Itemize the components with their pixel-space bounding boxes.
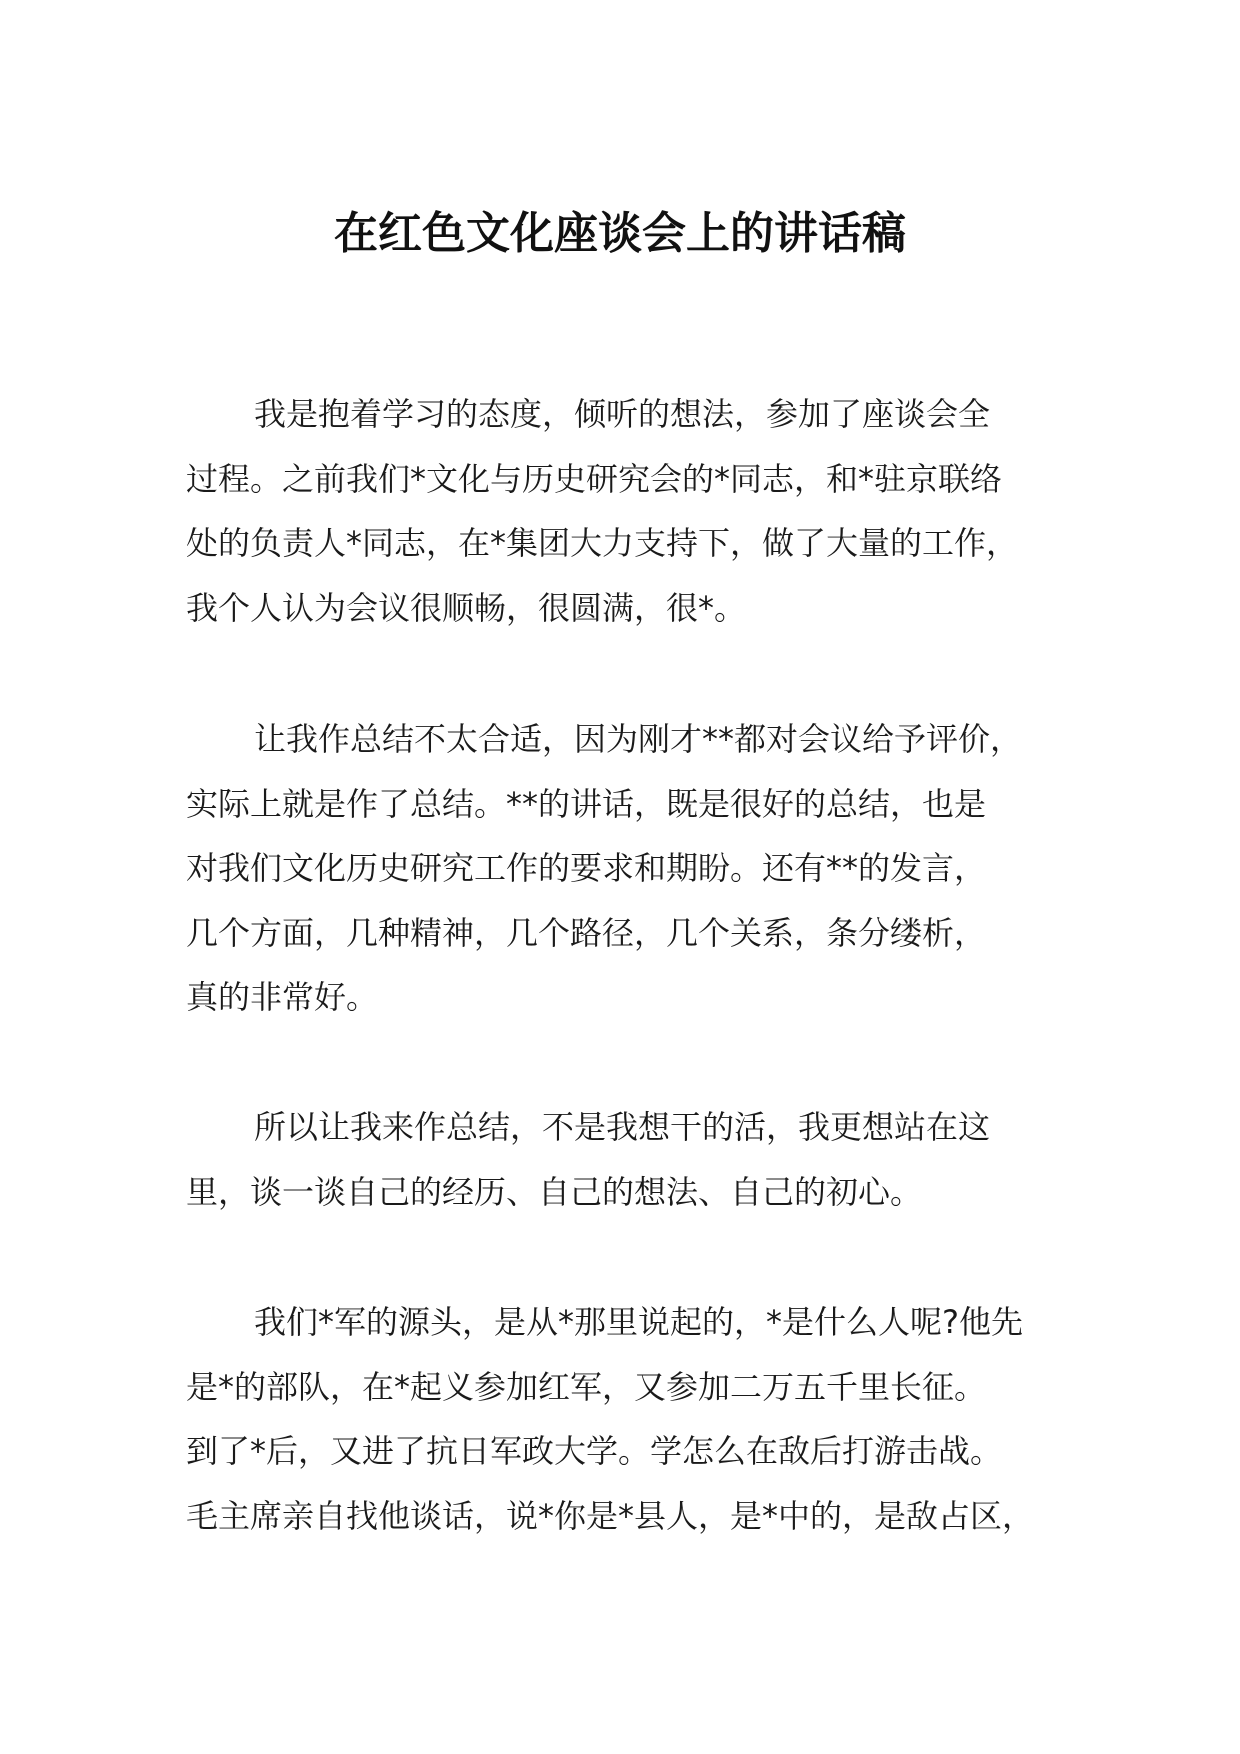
paragraph-line: 过程。之前我们*文化与历史研究会的*同志，和*驻京联络: [186, 459, 1003, 498]
paragraph-line: 实际上就是作了总结。**的讲话，既是很好的总结，也是: [186, 784, 987, 823]
paragraph-line: 到了*后，又进了抗日军政大学。学怎么在敌后打游击战。: [186, 1432, 1003, 1470]
paragraph-line: 几个方面，几种精神，几个路径，几个关系，条分缕析，: [186, 913, 987, 952]
paragraph-3: [186, 1095, 1086, 1224]
paragraph-line: 我们*军的源头，是从*那里说起的，*是什么人呢?他先: [254, 1303, 1023, 1341]
paragraph-line: 真的非常好。: [186, 978, 379, 1016]
paragraph-2: [186, 707, 1086, 1030]
paragraph-line: 处的负责人*同志，在*集团大力支持下，做了大量的工作，: [186, 524, 1019, 562]
paragraph-line: 我是抱着学习的态度，倾听的想法，参加了座谈会全: [254, 395, 991, 433]
paragraph-1: [186, 382, 1086, 640]
document-title: 在红色文化座谈会上的讲话稿: [334, 208, 906, 259]
paragraph-line: 所以让我来作总结，不是我想干的活，我更想站在这: [254, 1108, 991, 1146]
paragraph-line: 对我们文化历史研究工作的要求和期盼。还有**的发言，: [186, 849, 987, 887]
paragraph-4: [186, 1290, 1086, 1548]
paragraph-line: 我个人认为会议很顺畅，很圆满，很*。: [186, 588, 747, 627]
paragraph-line: 是*的部队，在*起义参加红军，又参加二万五千里长征。: [186, 1367, 987, 1406]
paragraph-line: 里，谈一谈自己的经历、自己的想法、自己的初心。: [186, 1172, 923, 1211]
paragraph-line: 毛主席亲自找他谈话，说*你是*县人，是*中的，是敌占区，: [186, 1496, 1035, 1535]
paragraph-line: 让我作总结不太合适，因为刚才**都对会议给予评价，: [254, 720, 1023, 758]
